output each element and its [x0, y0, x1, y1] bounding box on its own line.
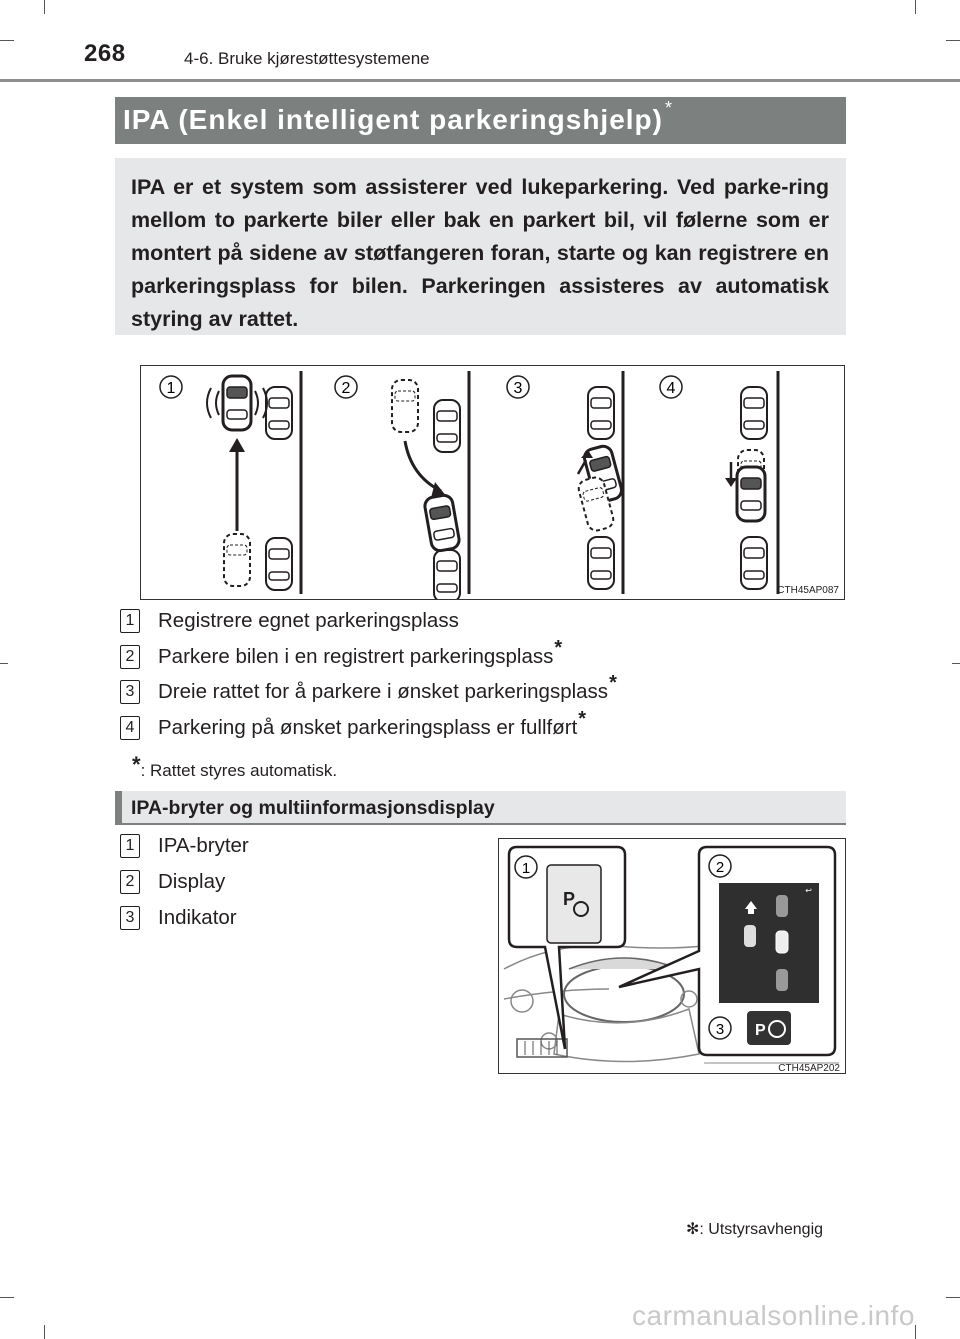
crop-mark	[946, 1297, 960, 1298]
component-item	[120, 870, 225, 894]
crop-mark	[0, 40, 14, 41]
crop-mark	[915, 0, 916, 14]
svg-text:3: 3	[715, 1021, 725, 1038]
step-star: *	[578, 707, 587, 730]
step-text: Parkere bilen i en registrert parkeringsplass	[158, 645, 554, 668]
step-item	[120, 609, 459, 633]
step-number: 2	[120, 645, 140, 669]
crop-mark	[946, 40, 960, 41]
step-star: *	[609, 671, 617, 694]
svg-text:1: 1	[521, 860, 531, 877]
step-number: 1	[120, 609, 140, 633]
svg-text:1: 1	[166, 380, 176, 397]
step-marker-2	[335, 376, 357, 398]
component-number: 1	[120, 834, 140, 858]
step-marker-3	[507, 376, 529, 398]
page-number: 268	[84, 40, 126, 67]
page-title	[123, 98, 673, 136]
step-marker-1	[160, 376, 182, 398]
crop-mark	[915, 1325, 916, 1339]
step-text: Parkering på ønsket parkeringsplass er fullført	[158, 716, 578, 739]
figure-code: CTH45AP087	[777, 585, 839, 596]
component-item	[120, 834, 249, 858]
callout-2	[709, 855, 731, 877]
footnote	[132, 752, 338, 782]
component-text: Display	[158, 870, 226, 893]
callout-1	[515, 856, 537, 878]
step-number: 3	[120, 680, 140, 704]
multi-info-display	[719, 883, 819, 1003]
crop-mark	[44, 1325, 45, 1339]
figure-code: CTH45AP202	[778, 1063, 840, 1073]
svg-text:4: 4	[666, 380, 676, 397]
ipa-switch-label: P	[563, 889, 576, 909]
crop-mark	[0, 663, 8, 664]
svg-text:2: 2	[341, 380, 351, 397]
step-item	[120, 636, 563, 669]
svg-text:↩: ↩	[805, 886, 812, 895]
parking-steps-illustration	[141, 366, 844, 599]
title-star: *	[664, 98, 673, 118]
component-number: 3	[120, 906, 140, 930]
section-title: 4-6. Bruke kjørestøttesystemene	[184, 49, 430, 68]
step-text: Registrere egnet parkeringsplass	[158, 609, 459, 632]
step-marker-4	[660, 376, 682, 398]
step-item	[120, 671, 617, 704]
ipa-switch-figure	[498, 838, 846, 1074]
crop-mark	[0, 1297, 14, 1298]
step-item	[120, 707, 587, 740]
svg-text:2: 2	[715, 859, 725, 876]
component-number: 2	[120, 870, 140, 894]
crop-mark	[44, 0, 45, 14]
component-text: IPA-bryter	[158, 834, 249, 857]
page-title-text: IPA (Enkel intelligent parkeringshjelp)	[123, 104, 663, 135]
equipment-note: ✻: Utstyrsavhengig	[686, 1221, 824, 1238]
footnote-star: *	[132, 752, 141, 777]
parking-steps-figure	[140, 365, 845, 600]
svg-text:3: 3	[513, 380, 523, 397]
crop-mark	[952, 663, 960, 664]
component-text: Indikator	[158, 906, 237, 929]
header-rule	[0, 79, 960, 82]
step-star: *	[554, 636, 563, 659]
footnote-text: : Rattet styres automatisk.	[140, 761, 338, 780]
callout-3	[709, 1017, 731, 1039]
component-item	[120, 906, 237, 930]
dashboard-illustration	[499, 839, 845, 1073]
step-number: 4	[120, 716, 140, 740]
subheading: IPA-bryter og multiinformasjonsdisplay	[131, 797, 495, 819]
watermark: carmanualsonline.info	[632, 1300, 915, 1331]
step-text: Dreie rattet for å parkere i ønsket parkeringsplass	[158, 680, 609, 703]
intro-text: IPA er et system som assisterer ved lukeparkering. Ved parke-ring mellom to parkerte biler eller bak en parkert bil, vil følerne som er montert på sidene av støtfangeren foran, starte og kan registrere en parkeringsplass for bilen. Parkeringen assisteres av automatisk styring av rattet.	[131, 175, 829, 331]
svg-text:P: P	[755, 1022, 766, 1039]
